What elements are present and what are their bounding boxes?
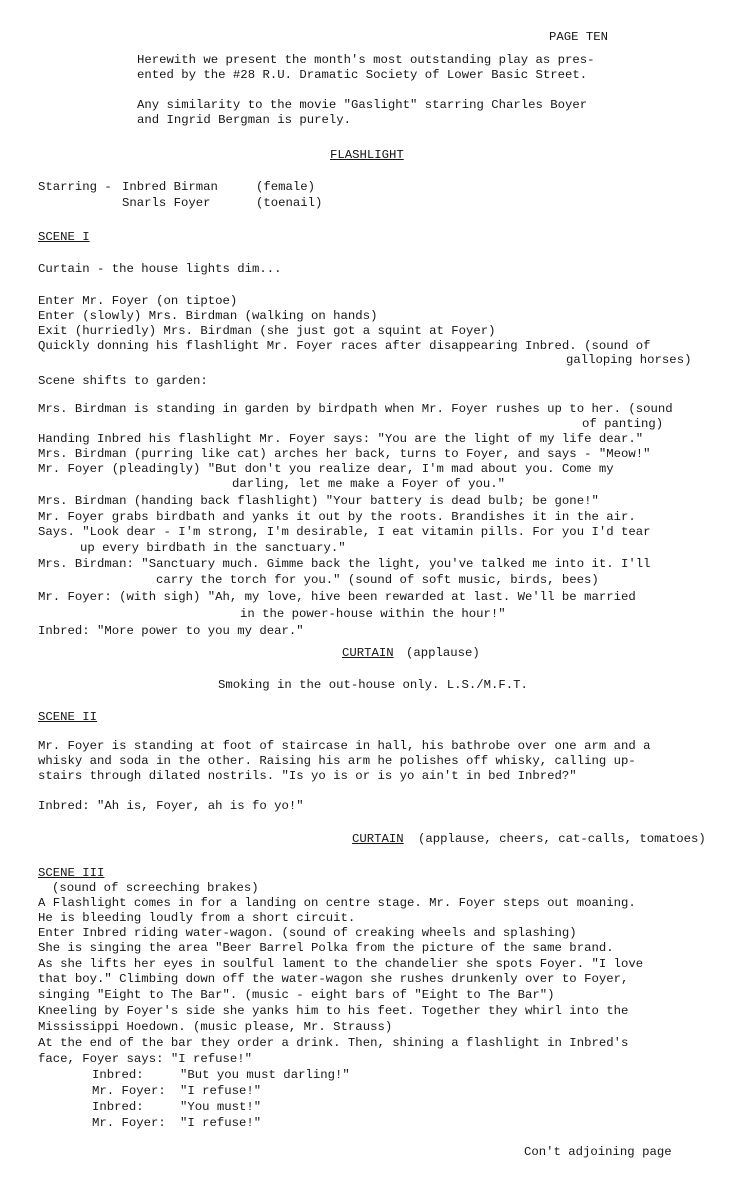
script-line: whisky and soda in the other. Raising his arm he polishes off whisky, calling up- bbox=[38, 754, 636, 768]
script-line: At the end of the bar they order a drink. Then, shining a flashlight in Inbred's bbox=[38, 1036, 629, 1050]
script-line: He is bleeding loudly from a short circuit. bbox=[38, 911, 356, 925]
intro-line: and Ingrid Bergman is purely. bbox=[137, 113, 352, 127]
script-line: Mrs. Birdman (purring like cat) arches her back, turns to Foyer, and says - "Meow!" bbox=[38, 447, 651, 461]
cast-note: (female) bbox=[256, 180, 316, 194]
dialogue-speaker: Inbred: bbox=[92, 1068, 144, 1082]
script-line: up every birdbath in the sanctuary." bbox=[80, 541, 346, 555]
script-line: Exit (hurriedly) Mrs. Birdman (she just got a squint at Foyer) bbox=[38, 324, 496, 338]
dialogue-text: "You must!" bbox=[180, 1100, 262, 1114]
script-line: of panting) bbox=[582, 417, 664, 431]
script-line: Mississippi Hoedown. (music please, Mr. Strauss) bbox=[38, 1020, 393, 1034]
intro-line: Any similarity to the movie "Gaslight" starring Charles Boyer bbox=[137, 98, 588, 112]
play-title: FLASHLIGHT bbox=[330, 148, 404, 162]
script-line: galloping horses) bbox=[566, 353, 692, 367]
script-line: Inbred: "Ah is, Foyer, ah is fo yo!" bbox=[38, 799, 304, 813]
script-line: (sound of screeching brakes) bbox=[52, 881, 259, 895]
page-header: PAGE TEN bbox=[549, 30, 609, 44]
scene-heading: SCENE III bbox=[38, 866, 105, 880]
script-line: Says. "Look dear - I'm strong, I'm desirable, I eat vitamin pills. For you I'd tear bbox=[38, 525, 651, 539]
dialogue-text: "But you must darling!" bbox=[180, 1068, 350, 1082]
intro-line: Herewith we present the month's most outstanding play as pres- bbox=[137, 53, 595, 67]
script-line: Mr. Foyer is standing at foot of staircase in hall, his bathrobe over one arm and a bbox=[38, 739, 651, 753]
script-line: Mrs. Birdman: "Sanctuary much. Gimme back the light, you've talked me into it. I'll bbox=[38, 557, 651, 571]
script-line: Enter Mr. Foyer (on tiptoe) bbox=[38, 294, 238, 308]
script-line: Enter Inbred riding water-wagon. (sound of creaking wheels and splashing) bbox=[38, 926, 577, 940]
script-line: singing "Eight to The Bar". (music - eight bars of "Eight to The Bar") bbox=[38, 988, 555, 1002]
dialogue-speaker: Mr. Foyer: bbox=[92, 1116, 166, 1130]
smoking-notice: Smoking in the out-house only. L.S./M.F.T. bbox=[218, 678, 528, 692]
script-line: Quickly donning his flashlight Mr. Foyer races after disappearing Inbred. (sound of bbox=[38, 339, 651, 353]
script-line: Mrs. Birdman is standing in garden by birdpath when Mr. Foyer rushes up to her. (sound bbox=[38, 402, 673, 416]
dialogue-text: "I refuse!" bbox=[180, 1084, 262, 1098]
script-line: She is singing the area "Beer Barrel Polka from the picture of the same brand. bbox=[38, 941, 614, 955]
script-line: Mr. Foyer grabs birdbath and yanks it out by the roots. Brandishes it in the air. bbox=[38, 510, 636, 524]
script-line: Mr. Foyer: (with sigh) "Ah, my love, hive been rewarded at last. We'll be married bbox=[38, 590, 636, 604]
script-line: Mr. Foyer (pleadingly) "But don't you realize dear, I'm mad about you. Come my bbox=[38, 462, 614, 476]
cast-name: Snarls Foyer bbox=[122, 196, 211, 210]
cast-name: Inbred Birman bbox=[122, 180, 218, 194]
dialogue-speaker: Mr. Foyer: bbox=[92, 1084, 166, 1098]
curtain-note: (applause) bbox=[406, 646, 480, 660]
cast-note: (toenail) bbox=[256, 196, 323, 210]
script-line: Enter (slowly) Mrs. Birdman (walking on hands) bbox=[38, 309, 378, 323]
curtain-label: CURTAIN bbox=[352, 832, 404, 846]
script-line: Handing Inbred his flashlight Mr. Foyer says: "You are the light of my life dear." bbox=[38, 432, 644, 446]
script-line: that boy." Climbing down off the water-wagon she rushes drunkenly over to Foyer, bbox=[38, 972, 629, 986]
script-line: Inbred: "More power to you my dear." bbox=[38, 624, 304, 638]
script-line: in the power-house within the hour!" bbox=[240, 607, 506, 621]
script-line: Scene shifts to garden: bbox=[38, 374, 208, 388]
script-line: Kneeling by Foyer's side she yanks him to his feet. Together they whirl into the bbox=[38, 1004, 629, 1018]
script-line: face, Foyer says: "I refuse!" bbox=[38, 1052, 253, 1066]
script-line: Curtain - the house lights dim... bbox=[38, 262, 282, 276]
script-line: A Flashlight comes in for a landing on centre stage. Mr. Foyer steps out moaning. bbox=[38, 896, 636, 910]
curtain-label: CURTAIN bbox=[342, 646, 394, 660]
script-line: stairs through dilated nostrils. "Is yo is or is yo ain't in bed Inbred?" bbox=[38, 769, 577, 783]
cast-label: Starring - bbox=[38, 180, 112, 194]
intro-line: ented by the #28 R.U. Dramatic Society of Lower Basic Street. bbox=[137, 68, 588, 82]
dialogue-text: "I refuse!" bbox=[180, 1116, 262, 1130]
scene-heading: SCENE II bbox=[38, 710, 98, 724]
script-line: darling, let me make a Foyer of you." bbox=[232, 477, 506, 491]
continued-note: Con't adjoining page bbox=[524, 1145, 672, 1159]
script-line: carry the torch for you." (sound of soft music, birds, bees) bbox=[156, 573, 599, 587]
curtain-note: (applause, cheers, cat-calls, tomatoes) bbox=[418, 832, 706, 846]
scene-heading: SCENE I bbox=[38, 230, 90, 244]
dialogue-speaker: Inbred: bbox=[92, 1100, 144, 1114]
script-line: As she lifts her eyes in soulful lament to the chandelier she spots Foyer. "I love bbox=[38, 957, 644, 971]
script-line: Mrs. Birdman (handing back flashlight) "Your battery is dead bulb; be gone!" bbox=[38, 494, 599, 508]
